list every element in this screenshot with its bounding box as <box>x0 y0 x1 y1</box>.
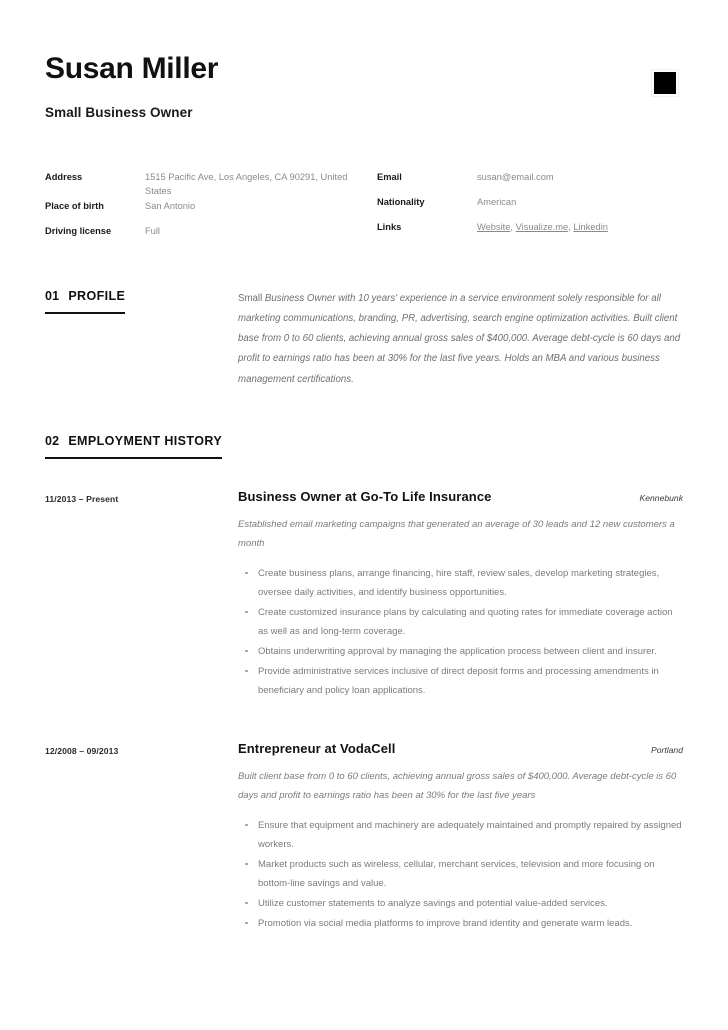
resume-header <box>45 0 683 120</box>
contact-value-nationality: American <box>477 197 517 207</box>
contact-row-driving-license <box>45 224 364 249</box>
list-item: Promotion via social media platforms to improve brand identity and generate warm leads. <box>238 914 683 933</box>
contact-label-address: Address <box>45 172 83 182</box>
links-separator-1: , <box>510 222 516 232</box>
employment-bullet-list <box>238 564 683 700</box>
section-profile-heading <box>45 287 238 390</box>
links-separator-2: , <box>568 222 574 232</box>
page-title: Susan Miller <box>45 52 219 85</box>
profile-text: Business Owner with 10 years' experience in a service environment solely responsible for all marketing communications, branding, PR, advertising, search engine optimization activities. Built client base from 0 to 60 clients, achieving annual gross sales of $400,000. Average debt-cycle is 60 days and profit to earnings ratio has been at 30% for the last five years. Holds an MBA and various business management certifications. <box>238 292 681 385</box>
section-employment-name: EMPLOYMENT HISTORY <box>68 433 223 448</box>
employment-details <box>238 741 683 934</box>
section-employment-heading <box>45 432 238 459</box>
photo-placeholder <box>652 70 678 96</box>
employment-bullet-list <box>238 816 683 933</box>
list-item: Market products such as wireless, cellular, merchant services, television and more focusing on bottom-line savings and value. <box>238 855 683 893</box>
section-profile-body <box>238 287 683 390</box>
link-linkedin[interactable]: Linkedin <box>573 222 608 232</box>
list-item: Create business plans, arrange financing, hire staff, review sales, develop marketing strategies, oversee daily activities, and identify business opportunities. <box>238 564 683 602</box>
section-profile <box>45 287 683 390</box>
link-visualize-me[interactable]: Visualize.me <box>515 222 569 232</box>
contact-details <box>45 170 683 249</box>
profile-paragraph <box>238 289 683 390</box>
list-item: Provide administrative services inclusive of direct deposit forms and processing amendments in beneficiary and policy loan applications. <box>238 662 683 700</box>
list-item: Utilize customer statements to analyze savings and potential value-added services. <box>238 894 683 913</box>
contact-label-nationality: Nationality <box>377 197 425 207</box>
job-title-subtitle: Small Business Owner <box>45 105 193 120</box>
section-employment-heading-row <box>45 432 683 459</box>
section-employment-number: 02 <box>45 433 60 448</box>
contact-value-email: susan@email.com <box>477 172 554 182</box>
employment-title: Business Owner at Go-To Life Insurance <box>238 488 492 504</box>
employment-location: Portland <box>650 744 683 755</box>
employment-header-row <box>238 489 683 504</box>
contact-value-links <box>477 220 683 234</box>
contact-row-links <box>377 220 683 245</box>
employment-details <box>238 489 683 701</box>
contact-value-place-of-birth: San Antonio <box>145 200 196 211</box>
employment-dates: 12/2008 – 09/2013 <box>45 745 119 756</box>
employment-location: Kennebunk <box>639 492 683 503</box>
link-website[interactable]: Website <box>477 222 511 232</box>
contact-label-driving-license: Driving license <box>45 225 112 236</box>
employment-summary: Built client base from 0 to 60 clients, achieving annual gross sales of $400,000. Average debt-cycle is 60 days and profit to earnings ratio has been at 30% for the last five years <box>238 770 677 801</box>
section-employment-title-underline <box>45 432 222 459</box>
employment-header-row <box>238 741 683 756</box>
list-item: Obtains underwriting approval by managing the application process between client and insurer. <box>238 642 683 661</box>
contact-label-email: Email <box>377 172 402 182</box>
section-profile-number: 01 <box>45 288 60 303</box>
employment-title: Entrepreneur at VodaCell <box>238 740 396 756</box>
contact-value-address: 1515 Pacific Ave, Los Angeles, CA 90291, United States <box>145 172 348 197</box>
contact-value-driving-license: Full <box>145 225 160 236</box>
profile-lead-word: Small <box>238 292 265 304</box>
contact-row-place-of-birth <box>45 199 364 224</box>
contact-label-place-of-birth: Place of birth <box>45 200 104 211</box>
contact-row-address <box>45 170 364 199</box>
contact-column-left <box>45 170 364 249</box>
employment-entry <box>45 741 683 934</box>
contact-column-right <box>364 170 683 249</box>
section-profile-title-underline <box>45 287 125 314</box>
employment-dates: 11/2013 – Present <box>45 493 119 504</box>
list-item: Ensure that equipment and machinery are adequately maintained and promptly repaired by assigned workers. <box>238 816 683 854</box>
list-item: Create customized insurance plans by calculating and quoting rates for immediate coverage action as well as and long-term coverage. <box>238 603 683 641</box>
contact-row-email <box>377 170 683 195</box>
contact-row-nationality <box>377 195 683 220</box>
employment-entry <box>45 489 683 701</box>
contact-label-links: Links <box>377 222 402 232</box>
employment-summary: Established email marketing campaigns that generated an average of 30 leads and 12 new customers a month <box>238 518 675 549</box>
section-employment-history <box>45 432 683 934</box>
section-profile-name: PROFILE <box>68 288 126 303</box>
